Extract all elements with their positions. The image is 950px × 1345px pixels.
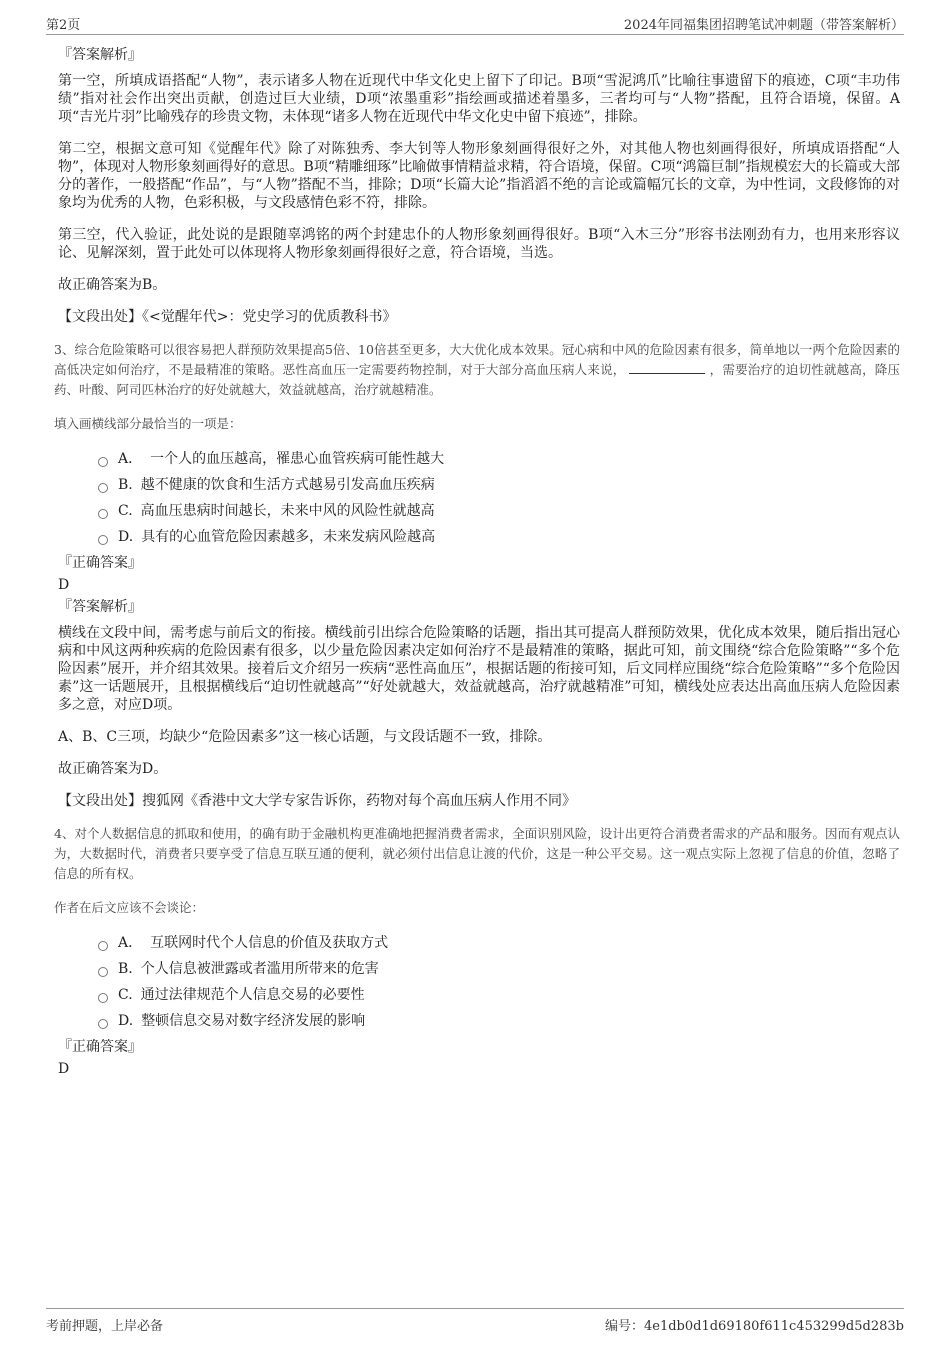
- correct-answer: D: [58, 1061, 70, 1077]
- footer-slogan: 考前押题，上岸必备: [46, 1319, 164, 1334]
- option-a[interactable]: A． 一个人的血压越高，罹患心血管疾病可能性越大: [98, 450, 900, 468]
- analysis-paragraph-1: 第一空，所填成语搭配“人物”，表示诸多人物在近现代中华文化史上留下了印记。B项“雪泥鸿爪”比喻往事遗留下的痕迹，C项“丰功伟绩”指对社会作出突出贡献，创造过巨大业绩，D项“浓墨重彩”指绘画或描述着墨多，三者均可与“人物”搭配，且符合语境，保留。A项“吉光片羽”比喻残存的珍贵文物，未体现“诸多人物在近现代中华文化史中留下痕迹”，排除。: [58, 73, 900, 125]
- document-id: 编号：4e1db0d1d69180f611c453299d5d283b: [604, 1319, 904, 1334]
- radio-icon[interactable]: [98, 967, 108, 977]
- option-b[interactable]: B. 越不健康的饮食和生活方式越易引发高血压疾病: [98, 476, 900, 494]
- correct-answer-label: 『正确答案』: [58, 1039, 142, 1055]
- answer-blank: [629, 361, 705, 374]
- analysis-paragraph-3: 第三空，代入验证，此处说的是跟随辜鸿铭的两个封建忠仆的人物形象刻画得很好。B项“入木三分”形容书法刚劲有力，也用来形容议论、见解深刻，置于此处可以体现将人物形象刻画得很好之意，符合语境，当选。: [58, 227, 900, 261]
- question-4-prompt: 作者在后文应该不会谈论：: [54, 900, 205, 915]
- option-d[interactable]: D. 整顿信息交易对数字经济发展的影响: [98, 1012, 900, 1030]
- radio-icon[interactable]: [98, 457, 108, 467]
- analysis-paragraph-1: 横线在文段中间，需考虑与前后文的衔接。横线前引出综合危险策略的话题，指出其可提高人群预防效果，优化成本效果，随后指出冠心病和中风这两种疾病的危险因素有很多，以少量危险因素决定如何治疗不是最精准的策略，据此可知，前文围绕“综合危险策略”“多个危险因素”展开，并介绍其效果。接着后文介绍另一疾病“恶性高血压”，根据话题的衔接可知，后文同样应围绕“综合危险策略”“多个危险因素”这一话题展开，且根据横线后“迫切性就越高”“好处就越大，效益就越高，治疗就越精准”可知，横线处应表达出高血压病人危险因素多之意，对应D项。: [58, 625, 900, 713]
- question-4-options: [98, 934, 900, 1030]
- analysis-paragraph-2: A、B、C三项，均缺少“危险因素多”这一核心话题，与文段话题不一致，排除。: [58, 729, 552, 745]
- page-footer: [46, 1308, 904, 1335]
- radio-icon[interactable]: [98, 1019, 108, 1029]
- analysis-paragraph-2: 第二空，根据文意可知《觉醒年代》除了对陈独秀、李大钊等人物形象刻画得很好之外，对其他人物也刻画得很好，所填成语搭配“人物”，体现对人物形象刻画得好的意思。B项“精雕细琢”比喻做事情精益求精，符合语境，保留。C项“鸿篇巨制”指规模宏大的长篇或大部分的著作，一般搭配“作品”，与“人物”搭配不当，排除；D项“长篇大论”指滔滔不绝的言论或篇幅冗长的文章，为中性词，文段修饰的对象均为优秀的人物，色彩积极，与文段感情色彩不符，排除。: [58, 141, 900, 211]
- question-3-prompt: 填入画横线部分最恰当的一项是：: [54, 416, 242, 431]
- radio-icon[interactable]: [98, 535, 108, 545]
- source-citation: 【文段出处】《<觉醒年代>：党史学习的优质教科书》: [58, 309, 397, 325]
- analysis-conclusion: 故正确答案为B。: [58, 277, 167, 293]
- question-4-stem: 4、对个人数据信息的抓取和使用，的确有助于金融机构更准确地把握消费者需求，全面识别风险，设计出更符合消费者需求的产品和服务。因而有观点认为，大数据时代，消费者只要享受了信息互联互通的便利，就必须付出信息让渡的代价，这是一种公平交易。这一观点实际上忽视了信息的价值，忽略了信息的所有权。: [54, 826, 900, 881]
- question-3-options: [98, 450, 900, 546]
- question-3-stem: 3、综合危险策略可以很容易把人群预防效果提高5倍、10倍甚至更多，大大优化成本效果。冠心病和中风的危险因素有很多，简单地以一两个危险因素的高低决定如何治疗，不是最精准的策略。恶性高血压一定需要药物控制，对于大部分高血压病人来说， ，需要治疗的迫切性就越高，降压药、叶酸、阿司匹林治疗的好处就越大，效益就越高，治疗就越精准。: [54, 342, 900, 397]
- page-content: [54, 46, 900, 1082]
- option-c[interactable]: C. 通过法律规范个人信息交易的必要性: [98, 986, 900, 1004]
- correct-answer: D: [58, 577, 70, 593]
- option-a[interactable]: A． 互联网时代个人信息的价值及获取方式: [98, 934, 900, 952]
- radio-icon[interactable]: [98, 993, 108, 1003]
- radio-icon[interactable]: [98, 483, 108, 493]
- radio-icon[interactable]: [98, 941, 108, 951]
- page-number: 第2页: [46, 18, 81, 33]
- analysis-label: 『答案解析』: [58, 599, 142, 615]
- option-d[interactable]: D. 具有的心血管危险因素越多，未来发病风险越高: [98, 528, 900, 546]
- radio-icon[interactable]: [98, 509, 108, 519]
- option-c[interactable]: C. 高血压患病时间越长，未来中风的风险性就越高: [98, 502, 900, 520]
- analysis-label: 『答案解析』: [58, 47, 142, 63]
- page-header: [46, 12, 904, 35]
- correct-answer-label: 『正确答案』: [58, 555, 142, 571]
- source-citation: 【文段出处】搜狐网《香港中文大学专家告诉你，药物对每个高血压病人作用不同》: [58, 793, 576, 809]
- document-title: 2024年同福集团招聘笔试冲刺题（带答案解析）: [623, 18, 904, 33]
- option-b[interactable]: B. 个人信息被泄露或者滥用所带来的危害: [98, 960, 900, 978]
- analysis-conclusion: 故正确答案为D。: [58, 761, 168, 777]
